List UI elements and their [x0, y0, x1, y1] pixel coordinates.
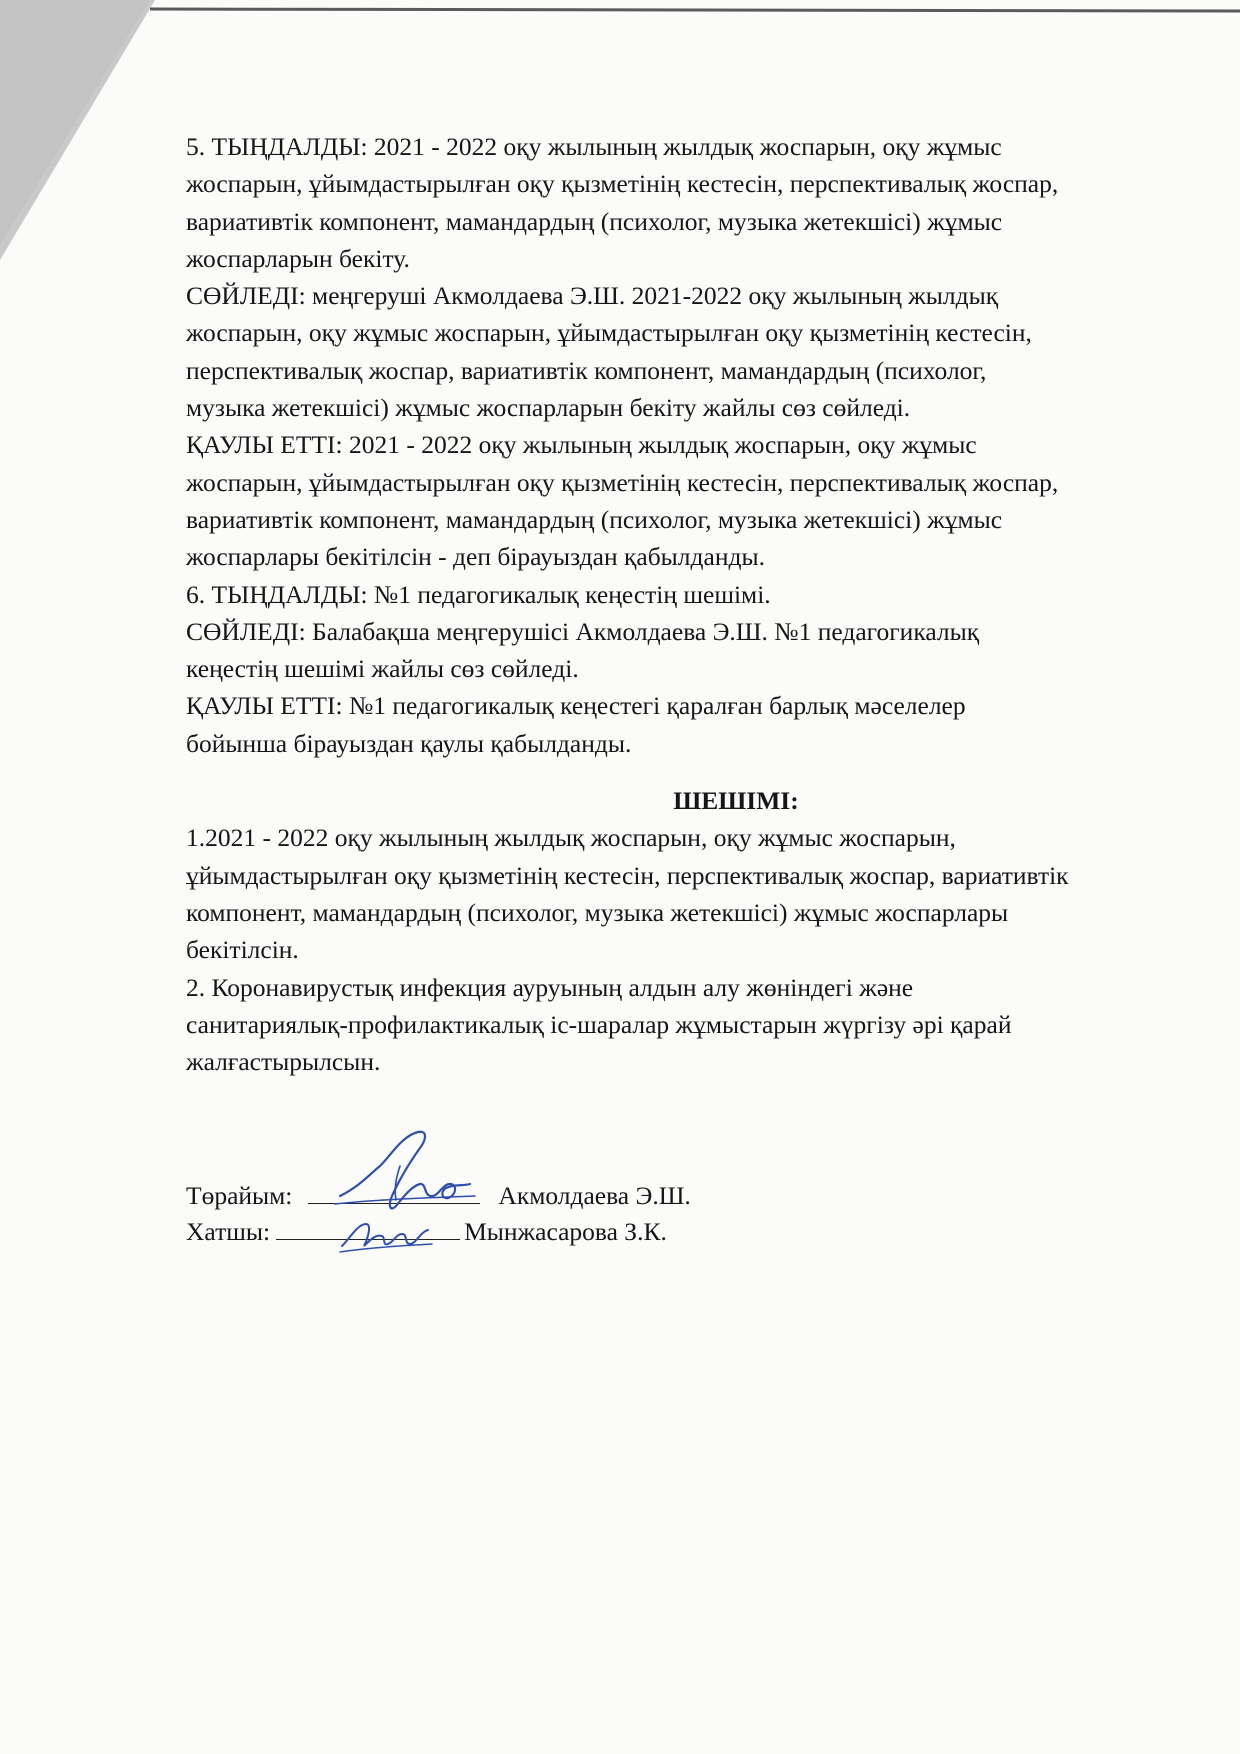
agenda-line: жоспарын, ұйымдастырылған оқу қызметінің кестесін, перспективалық жоспар, [186, 467, 1059, 497]
chair-signature-line [308, 1181, 480, 1204]
agenda-line: СӨЙЛЕДІ: меңгеруші Акмолдаева Э.Ш. 2021-2022 оқу жылының жылдық [186, 281, 999, 311]
agenda-line: 6. ТЫҢДАЛДЫ: №1 педагогикалық кеңестің шешімі. [186, 579, 771, 609]
decision-line: 1.2021 - 2022 оқу жылының жылдық жоспарын, оқу жұмыс жоспарын, [186, 823, 956, 853]
secretary-signature-line [276, 1217, 460, 1240]
agenda-line: СӨЙЛЕДІ: Балабақша меңгерушісі Акмолдаева Э.Ш. №1 педагогикалық [186, 616, 980, 646]
secretary-name: Мынжасарова З.К. [464, 1217, 667, 1246]
scan-top-edge [150, 9, 1240, 11]
secretary-signature-row [186, 1214, 691, 1250]
agenda-line: кеңестің шешімі жайлы сөз сөйледі. [186, 654, 579, 684]
secretary-label: Хатшы: [186, 1217, 271, 1246]
agenda-line: вариативтік компонент, мамандардың (психолог, музыка жетекшісі) жұмыс [186, 206, 1003, 236]
chair-signature-row [186, 1178, 691, 1214]
chair-name: Акмолдаева Э.Ш. [498, 1181, 691, 1210]
agenda-line: жоспарлары бекітілсін - деп бірауыздан қабылданды. [186, 542, 765, 572]
chair-label: Төрайым: [186, 1181, 293, 1210]
agenda-line: музыка жетекшісі) жұмыс жоспарларын бекіту жайлы сөз сөйледі. [186, 393, 911, 423]
decision-line: санитариялық-профилактикалық іс-шаралар жұмыстарын жүргізу әрі қарай [186, 1009, 1012, 1039]
minutes-body [186, 128, 1226, 1080]
decision-line: компонент, мамандардың (психолог, музыка жетекшісі) жұмыс жоспарлары [186, 897, 1009, 927]
agenda-line: жоспарын, оқу жұмыс жоспарын, ұйымдастырылған оқу қызметінің кестесін, [186, 318, 1032, 348]
agenda-line: жоспарларын бекіту. [186, 243, 410, 273]
decision-line: ұйымдастырылған оқу қызметінің кестесін, перспективалық жоспар, вариативтік [186, 860, 1069, 890]
agenda-line: перспективалық жоспар, вариативтік компонент, мамандардың (психолог, [186, 355, 987, 385]
agenda-line: ҚАУЛЫ ЕТТІ: №1 педагогикалық кеңестегі қаралған барлық мәселелер [186, 691, 966, 721]
agenda-line: жоспарын, ұйымдастырылған оқу қызметінің кестесін, перспективалық жоспар, [186, 169, 1059, 199]
decision-line: 2. Коронавирустық инфекция ауруының алдын алу жөніндегі және [186, 972, 914, 1002]
decision-line: бекітілсін. [186, 935, 299, 965]
signature-block [186, 1178, 691, 1250]
agenda-line: 5. ТЫҢДАЛДЫ: 2021 - 2022 оқу жылының жылдық жоспарын, оқу жұмыс [186, 132, 1002, 161]
agenda-line: бойынша бірауыздан қаулы қабылданды. [186, 728, 632, 758]
agenda-line: вариативтік компонент, мамандардың (психолог, музыка жетекшісі) жұмыс [186, 504, 1003, 534]
decision-line: жалғастырылсын. [186, 1047, 381, 1077]
decision-heading: ШЕШІМІ: [673, 786, 799, 816]
agenda-line: ҚАУЛЫ ЕТТІ: 2021 - 2022 оқу жылының жылдық жоспарын, оқу жұмыс [186, 430, 977, 460]
scan-gray-corner-shadow [0, 0, 150, 245]
